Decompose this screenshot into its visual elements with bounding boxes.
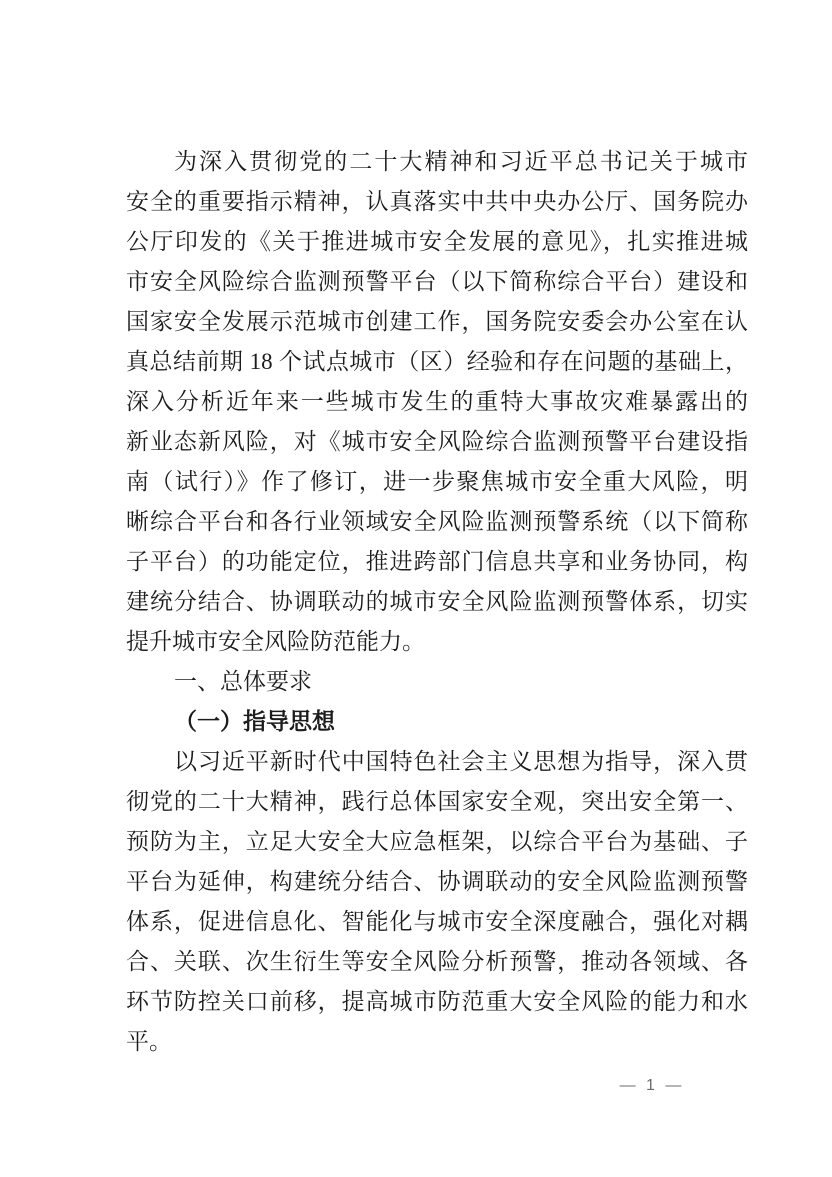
section-heading: （一）指导思想 — [174, 709, 335, 734]
text-line: 预防为主，立足大安全大应急框架，以综合平台为基础、子 — [126, 829, 748, 854]
text-line: 新业态新风险，对《城市安全风险综合监测预警平台建设指 — [126, 429, 748, 454]
page-number: — 1 — — [619, 1077, 685, 1094]
text-line: 南（试行）》作了修订，进一步聚焦城市安全重大风险，明 — [126, 469, 748, 494]
text-line: 深入分析近年来一些城市发生的重特大事故灾难暴露出的 — [126, 389, 748, 414]
text-line: 公厅印发的《关于推进城市安全发展的意见》，扎实推进城 — [126, 229, 748, 254]
text-line: 提升城市安全风险防范能力。 — [126, 629, 425, 654]
section-heading: 一、总体要求 — [174, 669, 312, 694]
page-footer — [612, 1074, 692, 1098]
text-line: 晰综合平台和各行业领域安全风险监测预警系统（以下简称 — [126, 509, 748, 534]
text-line: 体系，促进信息化、智能化与城市安全深度融合，强化对耦 — [126, 909, 748, 934]
text-line: 真总结前期 18 个试点城市（区）经验和存在问题的基础上， — [126, 349, 748, 374]
text-line: 国家安全发展示范城市创建工作，国务院安委会办公室在认 — [126, 309, 748, 334]
text-line: 建统分结合、协调联动的城市安全风险监测预警体系，切实 — [126, 589, 748, 614]
text-line: 彻党的二十大精神，践行总体国家安全观，突出安全第一、 — [126, 789, 748, 814]
text-line: 合、关联、次生衍生等安全风险分析预警，推动各领域、各 — [126, 949, 748, 974]
text-line: 为深入贯彻党的二十大精神和习近平总书记关于城市 — [174, 149, 748, 174]
text-line: 子平台）的功能定位，推进跨部门信息共享和业务协同，构 — [126, 549, 748, 574]
text-line: 市安全风险综合监测预警平台（以下简称综合平台）建设和 — [126, 269, 748, 294]
text-line: 平。 — [126, 1029, 172, 1054]
text-line: 以习近平新时代中国特色社会主义思想为指导，深入贯 — [174, 749, 748, 774]
document-body — [126, 142, 748, 1062]
text-line: 平台为延伸，构建统分结合、协调联动的安全风险监测预警 — [126, 869, 748, 894]
text-line: 环节防控关口前移，提高城市防范重大安全风险的能力和水 — [126, 989, 748, 1014]
text-line: 安全的重要指示精神，认真落实中共中央办公厅、国务院办 — [126, 189, 748, 214]
